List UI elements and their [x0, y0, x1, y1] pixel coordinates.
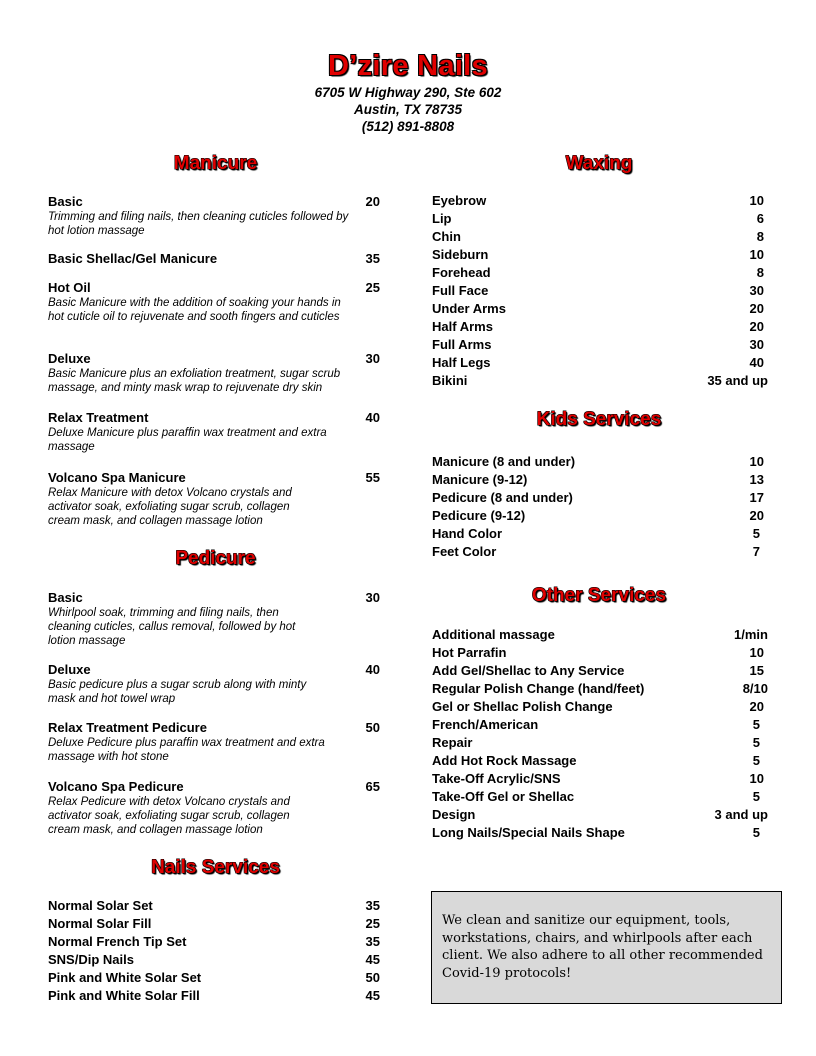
nails-row — [48, 897, 380, 915]
pedicure-item — [48, 720, 328, 764]
item-name: Regular Polish Change (hand/feet) — [432, 681, 645, 696]
item-name: Sideburn — [432, 247, 489, 262]
item-description: Basic pedicure plus a sugar scrub along with minty mask and hot towel wrap — [48, 679, 307, 705]
item-price: 50 — [365, 970, 380, 985]
item-price: 30 — [749, 283, 764, 298]
item-description: Basic Manicure with the addition of soaking your hands in hot cuticle oil to rejuvenate and sooth fingers and cuticles — [48, 297, 341, 323]
item-price: 45 — [365, 952, 380, 967]
item-price: 10 — [749, 645, 764, 660]
item-price: 8 — [756, 229, 764, 244]
item-description: Relax Manicure with detox Volcano crystals and activator soak, exfoliating sugar scrub, collagen cream mask, and collagen massage lotion — [48, 487, 292, 527]
item-price: 15 — [749, 663, 764, 678]
nails-row — [48, 933, 380, 951]
item-price: 6 — [756, 211, 764, 226]
item-name: Volcano Spa Pedicure — [48, 779, 184, 794]
item-description: Deluxe Pedicure plus paraffin wax treatment and extra massage with hot stone — [48, 737, 325, 763]
item-name: French/American — [432, 717, 539, 732]
other-row — [432, 662, 768, 680]
other-row — [432, 716, 768, 734]
phone-number: (512) 891-8808 — [361, 119, 455, 134]
item-name: Bikini — [432, 373, 468, 388]
item-price: 5 — [752, 825, 760, 840]
item-price: 5 — [752, 753, 760, 768]
other-row — [432, 698, 768, 716]
item-name: Basic — [48, 194, 83, 209]
item-name: Half Arms — [432, 319, 493, 334]
item-price: 35 and up — [707, 373, 768, 388]
item-name: Repair — [432, 735, 473, 750]
item-name: Hot Oil — [48, 280, 91, 295]
item-price: 10 — [749, 193, 764, 208]
item-name: Additional massage — [432, 627, 555, 642]
waxing-row — [432, 300, 768, 318]
item-name: Volcano Spa Manicure — [48, 470, 186, 485]
other-row — [432, 824, 768, 842]
item-price: 25 — [365, 280, 380, 295]
item-price: 20 — [749, 699, 764, 714]
item-price: 5 — [752, 735, 760, 750]
item-name: Lip — [432, 211, 452, 226]
item-name: Basic — [48, 590, 83, 605]
item-name: Full Face — [432, 283, 489, 298]
manicure-item — [48, 280, 343, 324]
item-price: 50 — [365, 720, 380, 735]
item-name: Pink and White Solar Set — [48, 970, 202, 985]
manicure-item — [48, 251, 353, 266]
kids-row — [432, 489, 768, 507]
address-line-1: 6705 W Highway 290, Ste 602 — [314, 85, 502, 100]
item-name: SNS/Dip Nails — [48, 952, 134, 967]
item-name: Deluxe — [48, 662, 91, 677]
item-name: Manicure (9-12) — [432, 472, 528, 487]
item-name: Take-Off Acrylic/SNS — [432, 771, 561, 786]
manicure-item — [48, 470, 323, 528]
item-description: Trimming and filing nails, then cleaning cuticles followed by hot lotion massage — [48, 211, 349, 237]
item-name: Take-Off Gel or Shellac — [432, 789, 575, 804]
manicure-item — [48, 194, 353, 238]
item-price: 20 — [749, 508, 764, 523]
pedicure-item — [48, 662, 333, 706]
item-price: 25 — [365, 916, 380, 931]
manicure-item — [48, 410, 328, 454]
waxing-row — [432, 210, 768, 228]
nails-row — [48, 987, 380, 1005]
nails-services-title: Nails Services — [151, 857, 280, 878]
item-name: Relax Treatment — [48, 410, 149, 425]
item-name: Normal Solar Set — [48, 898, 153, 913]
waxing-title: Waxing — [565, 153, 633, 174]
kids-row — [432, 471, 768, 489]
item-price: 40 — [749, 355, 764, 370]
item-price: 17 — [749, 490, 764, 505]
item-price: 8 — [756, 265, 764, 280]
item-price: 5 — [752, 526, 760, 541]
manicure-title: Manicure — [173, 153, 258, 174]
item-name: Normal French Tip Set — [48, 934, 187, 949]
waxing-row — [432, 282, 768, 300]
sanitation-notice — [431, 891, 782, 1004]
item-name: Half Legs — [432, 355, 491, 370]
kids-row — [432, 525, 768, 543]
item-name: Pink and White Solar Fill — [48, 988, 200, 1003]
item-price: 3 and up — [714, 807, 768, 822]
kids-row — [432, 507, 768, 525]
item-price: 35 — [365, 251, 380, 266]
kids-services-title: Kids Services — [536, 409, 662, 430]
other-row — [432, 626, 768, 644]
waxing-row — [432, 246, 768, 264]
other-row — [432, 680, 768, 698]
item-price: 1/min — [734, 627, 768, 642]
item-price: 20 — [365, 194, 380, 209]
nails-row — [48, 915, 380, 933]
item-name: Manicure (8 and under) — [432, 454, 576, 469]
waxing-row — [432, 372, 768, 390]
item-price: 40 — [365, 662, 380, 677]
pedicure-title: Pedicure — [175, 548, 256, 569]
item-price: 8/10 — [742, 681, 768, 696]
menu-header — [0, 48, 816, 135]
item-price: 65 — [365, 779, 380, 794]
kids-row — [432, 453, 768, 471]
item-price: 35 — [365, 898, 380, 913]
item-price: 20 — [749, 301, 764, 316]
kids-row — [432, 543, 768, 561]
item-price: 10 — [749, 771, 764, 786]
item-price: 7 — [752, 544, 760, 559]
other-row — [432, 806, 768, 824]
waxing-row — [432, 354, 768, 372]
pedicure-item — [48, 590, 323, 648]
item-price: 10 — [749, 247, 764, 262]
address-line-2: Austin, TX 78735 — [353, 102, 463, 117]
item-name: Relax Treatment Pedicure — [48, 720, 207, 735]
item-price: 13 — [749, 472, 764, 487]
item-price: 45 — [365, 988, 380, 1003]
item-price: 30 — [749, 337, 764, 352]
item-price: 55 — [365, 470, 380, 485]
item-name: Design — [432, 807, 476, 822]
item-price: 5 — [752, 789, 760, 804]
item-name: Pedicure (9-12) — [432, 508, 526, 523]
item-name: Chin — [432, 229, 461, 244]
item-description: Relax Pedicure with detox Volcano crystals and activator soak, exfoliating sugar scrub, collagen cream mask, and collagen massage lotion — [48, 796, 290, 836]
item-name: Long Nails/Special Nails Shape — [432, 825, 625, 840]
other-row — [432, 788, 768, 806]
item-price: 5 — [752, 717, 760, 732]
other-row — [432, 770, 768, 788]
nails-row — [48, 951, 380, 969]
item-price: 30 — [365, 590, 380, 605]
item-name: Full Arms — [432, 337, 492, 352]
waxing-row — [432, 264, 768, 282]
item-description: Whirlpool soak, trimming and filing nails, then cleaning cuticles, callus removal, followed by hot lotion massage — [48, 607, 296, 647]
business-name: D’zire Nails — [328, 50, 488, 82]
item-name: Normal Solar Fill — [48, 916, 152, 931]
item-price: 35 — [365, 934, 380, 949]
nails-row — [48, 969, 380, 987]
item-name: Eyebrow — [432, 193, 487, 208]
other-row — [432, 752, 768, 770]
item-name: Feet Color — [432, 544, 497, 559]
other-row — [432, 734, 768, 752]
other-services-title: Other Services — [531, 585, 667, 606]
waxing-row — [432, 336, 768, 354]
item-name: Pedicure (8 and under) — [432, 490, 573, 505]
manicure-item — [48, 351, 358, 395]
item-name: Gel or Shellac Polish Change — [432, 699, 613, 714]
item-description: Deluxe Manicure plus paraffin wax treatment and extra massage — [48, 427, 327, 453]
waxing-row — [432, 192, 768, 210]
other-row — [432, 644, 768, 662]
item-name: Add Gel/Shellac to Any Service — [432, 663, 625, 678]
item-price: 30 — [365, 351, 380, 366]
waxing-row — [432, 318, 768, 336]
item-name: Add Hot Rock Massage — [432, 753, 577, 768]
pedicure-item — [48, 779, 323, 837]
item-name: Deluxe — [48, 351, 91, 366]
waxing-row — [432, 228, 768, 246]
item-price: 20 — [749, 319, 764, 334]
item-description: Basic Manicure plus an exfoliation treatment, sugar scrub massage, and minty mask wrap to rejuvenate dry skin — [48, 368, 341, 394]
item-price: 10 — [749, 454, 764, 469]
item-price: 40 — [365, 410, 380, 425]
item-name: Hot Parrafin — [432, 645, 507, 660]
item-name: Forehead — [432, 265, 491, 280]
item-name: Basic Shellac/Gel Manicure — [48, 251, 218, 266]
notice-text: We clean and sanitize our equipment, tools, workstations, chairs, and whirlpools after each client. We also adhere to all other recommended Covid-19 protocols! — [442, 913, 763, 981]
item-name: Hand Color — [432, 526, 503, 541]
item-name: Under Arms — [432, 301, 506, 316]
